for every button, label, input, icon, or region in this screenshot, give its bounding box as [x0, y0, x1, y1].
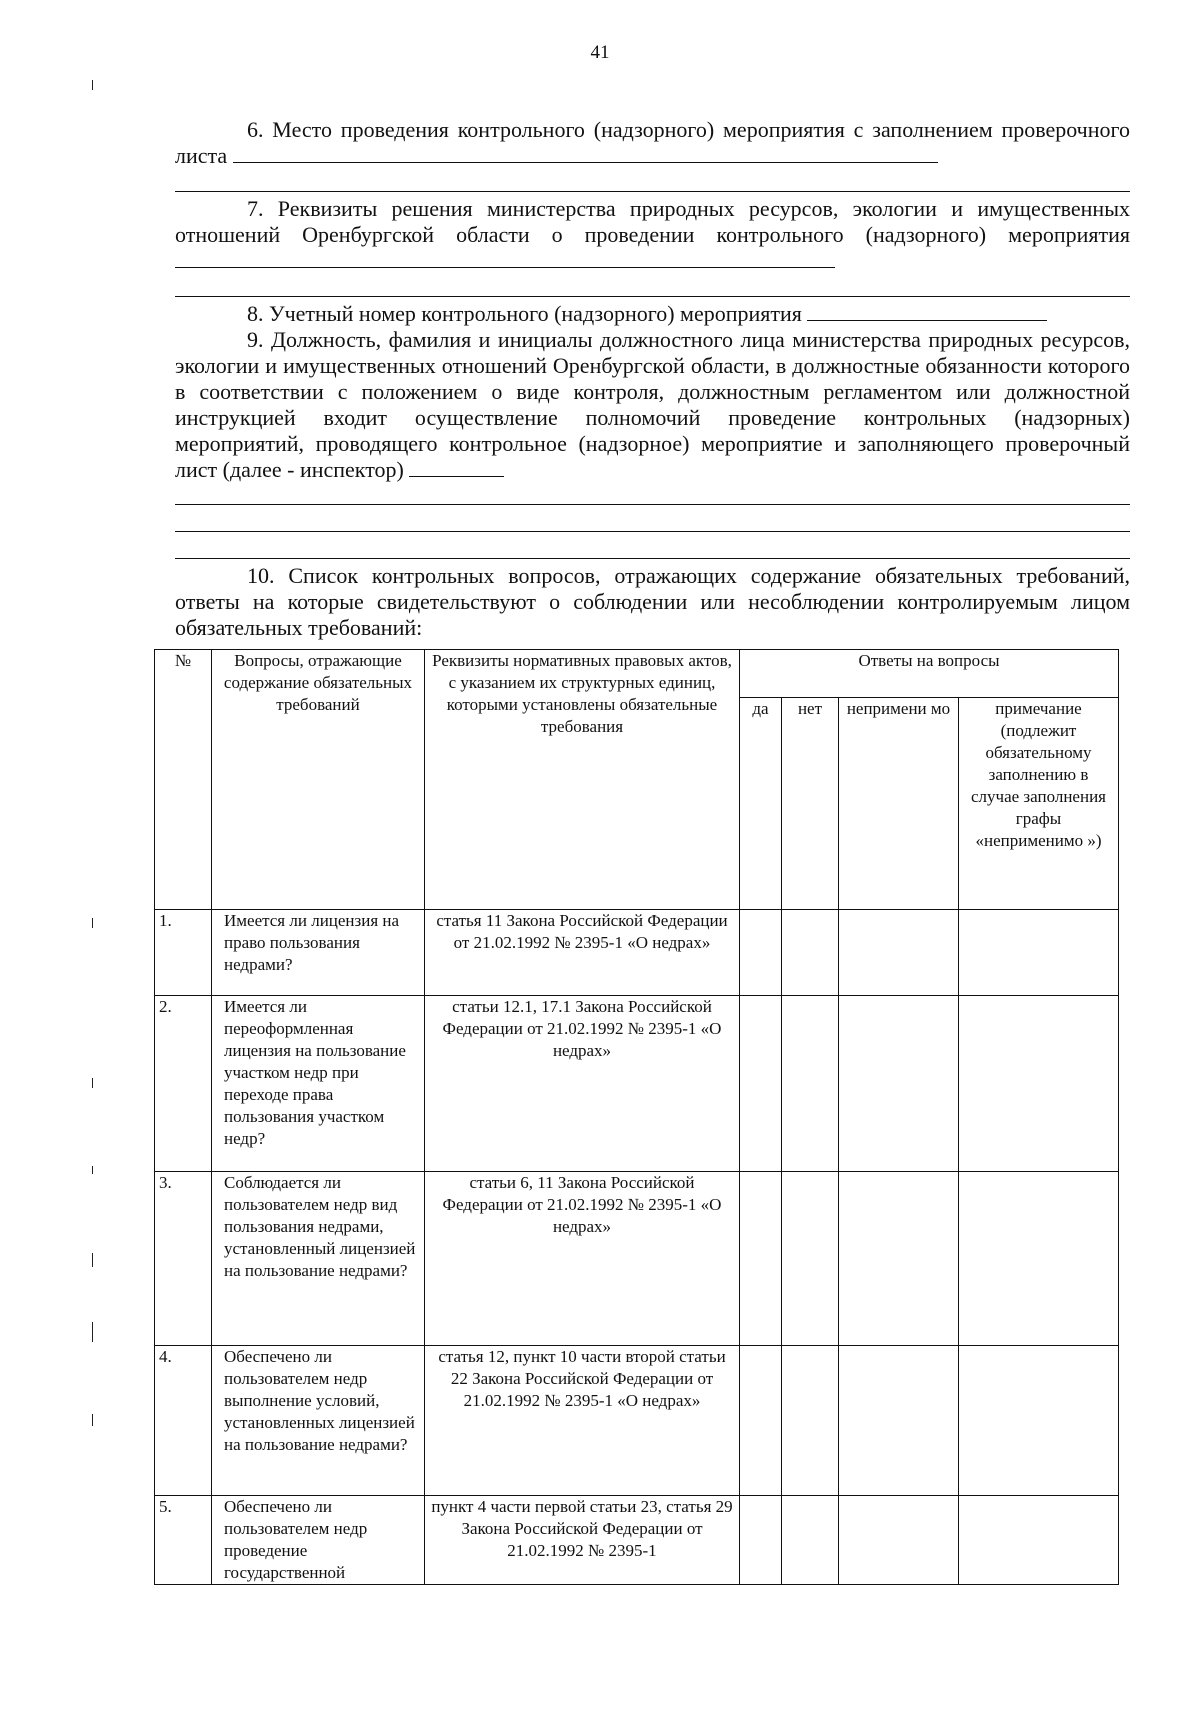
answer-no-cell[interactable]: [782, 1496, 839, 1585]
table-row: [155, 1172, 1119, 1346]
section-9-text: 9. Должность, фамилия и инициалы должностного лица министерства природных ресурсов, экологии и имущественных отношений Оренбургской области, в должностные обязанности которого в соответствии с положением о виде контроля, должностным регламентом или должностной инструкцией входит осуществление полномочий проведение контрольных (надзорных) мероприятий, проводящего контрольное (надзорное) мероприятие и заполняющего проверочный лист (далее - инспектор): [175, 327, 1130, 482]
header-yes: да: [740, 698, 782, 910]
scan-mark: [92, 80, 93, 90]
section-6: [175, 117, 1130, 169]
row-number: 4.: [155, 1346, 212, 1496]
answer-note-cell[interactable]: [959, 1346, 1119, 1496]
section-10: 10. Список контрольных вопросов, отражающих содержание обязательных требований, ответы на которые свидетельствуют о соблюдении или несоблюдении контролируемым лицом обязательных требований:: [175, 563, 1130, 640]
answer-note-cell[interactable]: [959, 910, 1119, 996]
scan-mark: [92, 1322, 93, 1342]
fill-line[interactable]: [175, 531, 1130, 532]
header-answers: Ответы на вопросы: [740, 650, 1119, 698]
section-8: [175, 301, 1130, 327]
answer-no-cell[interactable]: [782, 1346, 839, 1496]
answer-no-cell[interactable]: [782, 910, 839, 996]
scan-mark: [92, 918, 93, 928]
answer-yes-cell[interactable]: [740, 996, 782, 1172]
header-note: примечание (подлежит обязательному заполнению в случае заполнения графы «неприменимо »): [959, 698, 1119, 910]
section-8-text: 8. Учетный номер контрольного (надзорного) мероприятия: [247, 301, 802, 326]
fill-line[interactable]: [807, 302, 1047, 321]
page-number: 41: [590, 42, 610, 63]
answer-yes-cell[interactable]: [740, 910, 782, 996]
fill-line[interactable]: [175, 504, 1130, 505]
fill-line[interactable]: [175, 191, 1130, 192]
row-requisites: пункт 4 части первой статьи 23, статья 29 Закона Российской Федерации от 21.02.1992 № 2395-1: [425, 1496, 740, 1585]
row-question: Имеется ли лицензия на право пользования недрами?: [212, 910, 425, 996]
fill-line[interactable]: [409, 458, 504, 477]
fill-line[interactable]: [175, 558, 1130, 559]
row-question: Имеется ли переоформленная лицензия на пользование участком недр при переходе права пользования участком недр?: [212, 996, 425, 1172]
table-row: [155, 1346, 1119, 1496]
fill-line[interactable]: [175, 249, 835, 268]
row-question: Соблюдается ли пользователем недр вид пользования недрами, установленный лицензией на пользование недрами?: [212, 1172, 425, 1346]
row-question: Обеспечено ли пользователем недр выполнение условий, установленных лицензией на пользование недрами?: [212, 1346, 425, 1496]
scan-mark: [92, 1078, 93, 1088]
header-requisites: Реквизиты нормативных правовых актов, с указанием их структурных единиц, которыми установлены обязательные требования: [425, 650, 740, 910]
table-row: [155, 910, 1119, 996]
row-number: 2.: [155, 996, 212, 1172]
row-number: 5.: [155, 1496, 212, 1585]
answer-not-applicable-cell[interactable]: [839, 1346, 959, 1496]
row-requisites: статьи 12.1, 17.1 Закона Российской Федерации от 21.02.1992 № 2395-1 «О недрах»: [425, 996, 740, 1172]
answer-not-applicable-cell[interactable]: [839, 996, 959, 1172]
table-row: [155, 1496, 1119, 1585]
section-7: [175, 196, 1130, 274]
row-question: Обеспечено ли пользователем недр проведение государственной: [212, 1496, 425, 1585]
row-requisites: статья 12, пункт 10 части второй статьи 22 Закона Российской Федерации от 21.02.1992 № 2395-1 «О недрах»: [425, 1346, 740, 1496]
fill-line[interactable]: [233, 144, 938, 163]
header-not-applicable: непримени мо: [839, 698, 959, 910]
answer-note-cell[interactable]: [959, 1496, 1119, 1585]
row-number: 3.: [155, 1172, 212, 1346]
header-question: Вопросы, отражающие содержание обязательных требований: [212, 650, 425, 910]
answer-no-cell[interactable]: [782, 1172, 839, 1346]
section-9: [175, 327, 1130, 483]
answer-yes-cell[interactable]: [740, 1172, 782, 1346]
answer-note-cell[interactable]: [959, 1172, 1119, 1346]
header-number: №: [155, 650, 212, 910]
row-requisites: статьи 6, 11 Закона Российской Федерации от 21.02.1992 № 2395-1 «О недрах»: [425, 1172, 740, 1346]
row-number: 1.: [155, 910, 212, 996]
table-row: [155, 996, 1119, 1172]
table-header-row: [155, 650, 1119, 698]
answer-yes-cell[interactable]: [740, 1496, 782, 1585]
answer-not-applicable-cell[interactable]: [839, 1172, 959, 1346]
scan-mark: [92, 1166, 93, 1174]
answer-note-cell[interactable]: [959, 996, 1119, 1172]
answer-not-applicable-cell[interactable]: [839, 910, 959, 996]
row-requisites: статья 11 Закона Российской Федерации от 21.02.1992 № 2395-1 «О недрах»: [425, 910, 740, 996]
section-7-text: 7. Реквизиты решения министерства природных ресурсов, экологии и имущественных отношений Оренбургской области о проведении контрольного (надзорного) мероприятия: [175, 196, 1130, 247]
scan-mark: [92, 1253, 93, 1267]
header-no: нет: [782, 698, 839, 910]
fill-line[interactable]: [175, 296, 1130, 297]
scan-mark: [92, 1414, 93, 1426]
answer-yes-cell[interactable]: [740, 1346, 782, 1496]
answer-no-cell[interactable]: [782, 996, 839, 1172]
checklist-table: [154, 649, 1119, 1585]
section-6-text: 6. Место проведения контрольного (надзорного) мероприятия с заполнением проверочного листа: [175, 117, 1130, 168]
answer-not-applicable-cell[interactable]: [839, 1496, 959, 1585]
